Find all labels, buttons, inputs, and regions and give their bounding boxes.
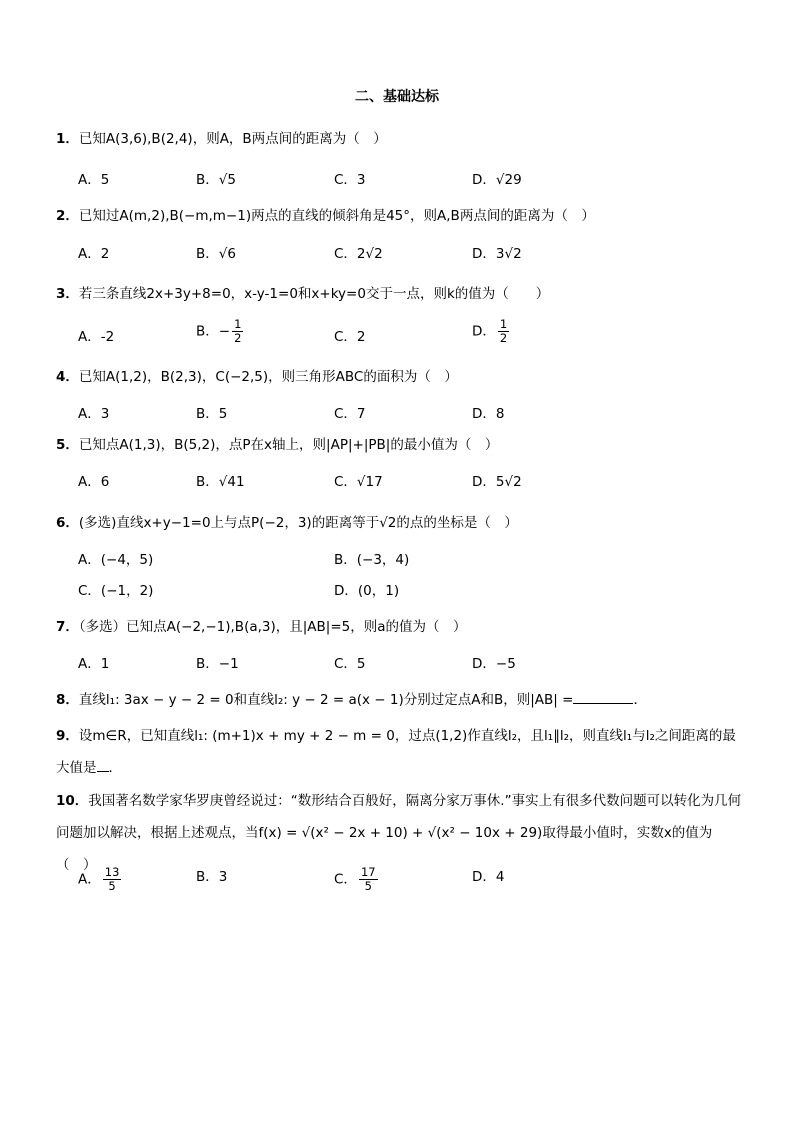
option-label: B． — [196, 323, 219, 340]
numerator: 17 — [360, 865, 376, 879]
question-4 — [56, 366, 746, 388]
q2-option-a: A．2 — [78, 246, 110, 262]
question-number: 3． — [56, 286, 79, 302]
option-label: A． — [78, 871, 101, 888]
question-number: 7． — [56, 619, 79, 635]
q1-option-d: D．√29 — [472, 172, 522, 188]
fraction — [232, 318, 243, 345]
q6-option-a: A．(−4，5) — [78, 552, 154, 568]
q5-option-b: B．√41 — [196, 474, 245, 490]
question-number: 2． — [56, 208, 79, 224]
question-text: 已知A(3,6),B(2,4)，则A，B两点间的距离为（ ） — [78, 131, 387, 147]
q3-option-c: C．2 — [334, 329, 366, 345]
question-9 — [56, 720, 746, 784]
q4-option-a: A．3 — [78, 406, 110, 422]
section-title: 二、基础达标 — [355, 89, 439, 105]
q3-option-a: A．-2 — [78, 329, 115, 345]
question-1 — [56, 128, 746, 150]
question-number: 5． — [56, 437, 79, 453]
question-7 — [56, 616, 746, 638]
option-label: C． — [334, 871, 357, 888]
fraction — [103, 866, 122, 893]
question-tail: ． — [633, 692, 647, 708]
q1-option-a: A．5 — [78, 172, 110, 188]
q5-option-a: A．6 — [78, 474, 110, 490]
question-number: 10． — [56, 793, 89, 809]
q7-option-a: A．1 — [78, 656, 110, 672]
answer-blank[interactable] — [573, 689, 633, 704]
question-text: 直线l₁: 3ax − y − 2 = 0和直线l₂: y − 2 = a(x − 1)分别过定点A和B，则|AB| = — [78, 692, 574, 708]
q7-option-d: D．−5 — [472, 656, 516, 672]
question-8 — [56, 689, 746, 711]
question-number: 1． — [56, 131, 79, 147]
answer-blank[interactable] — [97, 757, 109, 772]
denominator: 5 — [364, 879, 372, 893]
question-number: 8． — [56, 692, 79, 708]
q4-option-d: D．8 — [472, 406, 505, 422]
q4-option-b: B．5 — [196, 406, 228, 422]
denominator: 2 — [234, 331, 242, 345]
q1-option-c: C．3 — [334, 172, 366, 188]
option-label: D． — [472, 323, 496, 340]
q6-option-d: D．(0，1) — [334, 583, 400, 599]
question-2 — [56, 205, 746, 227]
question-text: （多选）已知点A(−2,−1),B(a,3)，且|AB|=5，则a的值为（ ） — [78, 619, 467, 635]
question-text: 设m∈R，已知直线l₁: (m+1)x + my + 2 − m = 0，过点(1,2)作直线l₂，且l₁∥l₂，则直线l₁与l₂之间距离的最大值是 — [56, 728, 736, 776]
question-number: 4． — [56, 369, 79, 385]
question-number: 6． — [56, 515, 79, 531]
q6-option-b: B．(−3，4) — [334, 552, 410, 568]
q6-option-c: C．(−1，2) — [78, 583, 154, 599]
question-text: 已知点A(1,3)，B(5,2)，点P在x轴上，则|AP|+|PB|的最小值为（ ） — [78, 437, 499, 453]
q7-option-b: B．−1 — [196, 656, 239, 672]
numerator: 13 — [104, 865, 120, 879]
question-3 — [56, 283, 746, 305]
question-text: 若三条直线2x+3y+8=0，x-y-1=0和x+ky=0交于一点，则k的值为（ ） — [78, 286, 550, 302]
numerator: 1 — [499, 317, 508, 331]
q5-option-d: D．5√2 — [472, 474, 522, 490]
question-text: (多选)直线x+y−1=0上与点P(−2，3)的距离等于√2的点的坐标是（ ） — [78, 515, 518, 531]
question-text: 已知过A(m,2),B(−m,m−1)两点的直线的倾斜角是45°，则A,B两点间的距离为（ ） — [78, 208, 595, 224]
q10-option-b: B．3 — [196, 869, 228, 885]
q3-option-d — [472, 318, 511, 345]
denominator: 2 — [499, 331, 508, 345]
question-number: 9． — [56, 728, 79, 744]
question-6 — [56, 512, 746, 534]
q2-option-b: B．√6 — [196, 246, 236, 262]
question-10 — [56, 785, 746, 881]
question-5 — [56, 434, 746, 456]
question-text: 已知A(1,2)，B(2,3)，C(−2,5)，则三角形ABC的面积为（ ） — [78, 369, 458, 385]
q5-option-c: C．√17 — [334, 474, 383, 490]
q3-option-b — [196, 318, 245, 345]
fraction — [498, 318, 509, 345]
q2-option-c: C．2√2 — [334, 246, 383, 262]
q10-option-a — [78, 866, 123, 893]
fraction — [359, 866, 378, 893]
question-tail: ． — [108, 760, 122, 776]
q1-option-b: B．√5 — [196, 172, 236, 188]
q2-option-d: D．3√2 — [472, 246, 522, 262]
q4-option-c: C．7 — [334, 406, 366, 422]
question-text: 我国著名数学家华罗庚曾经说过：“数形结合百般好，隔离分家万事休.”事实上有很多代数问题可以转化为几何问题加以解决，根据上述观点，当f(x) = √(x² − 2x + 10) + √(x² − 10x + 29)取得最小值时，实数x的值为（ ） — [56, 793, 742, 873]
q10-option-c — [334, 866, 380, 893]
q7-option-c: C．5 — [334, 656, 366, 672]
frac-sign: − — [218, 323, 231, 340]
q10-option-d: D．4 — [472, 869, 505, 885]
numerator: 1 — [234, 317, 242, 331]
denominator: 5 — [108, 879, 116, 893]
